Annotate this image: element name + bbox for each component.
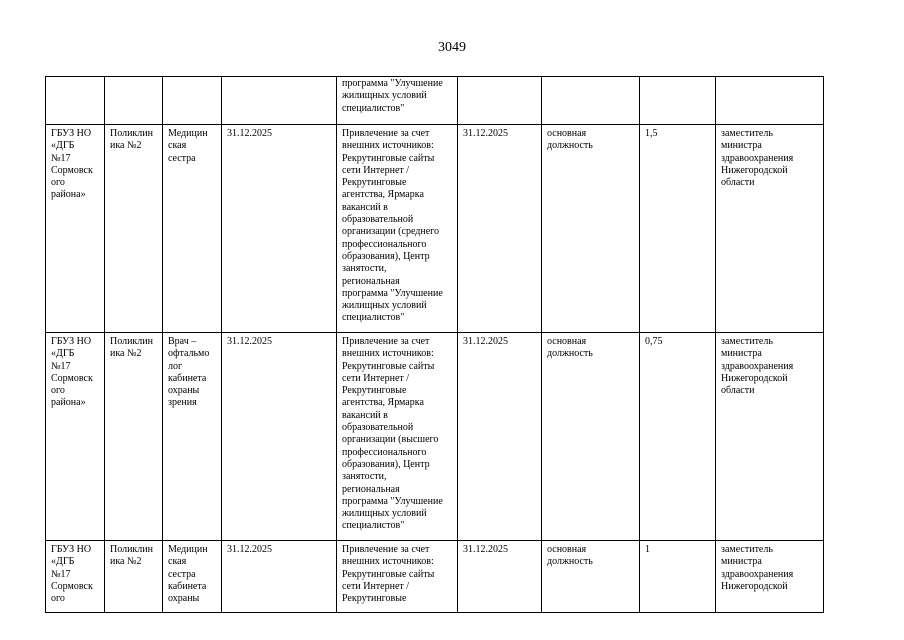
rate-cell — [640, 77, 716, 125]
org-cell: ГБУЗ НО «ДГБ №17 Сормовск ого района» — [46, 125, 105, 333]
position-type-cell: основная должность — [542, 333, 640, 541]
measures-cell: Привлечение за счет внешних источников: Рекрутинговые сайты сети Интернет / Рекрутинговые агентства, Ярмарка вакансий в образовательной организации (среднего профессионального образования), Центр занятости, региональная программа "Улучшение жилищных условий специалистов" — [337, 125, 458, 333]
table-row — [46, 333, 824, 541]
position-type-cell — [542, 77, 640, 125]
deadline-cell: 31.12.2025 — [222, 125, 337, 333]
rate-cell: 0,75 — [640, 333, 716, 541]
measures-cell: Привлечение за счет внешних источников: Рекрутинговые сайты сети Интернет / Рекрутинговые — [337, 541, 458, 613]
org-cell — [46, 77, 105, 125]
completion-date-cell: 31.12.2025 — [458, 541, 542, 613]
org-cell: ГБУЗ НО «ДГБ №17 Сормовск ого района» — [46, 333, 105, 541]
responsible-cell — [716, 77, 824, 125]
table-row — [46, 541, 824, 613]
rate-cell: 1 — [640, 541, 716, 613]
staffing-table — [45, 76, 824, 613]
position-cell: Медицин ская сестра — [163, 125, 222, 333]
deadline-cell — [222, 77, 337, 125]
deadline-cell: 31.12.2025 — [222, 333, 337, 541]
position-type-cell: основная должность — [542, 125, 640, 333]
rate-cell: 1,5 — [640, 125, 716, 333]
table-row — [46, 77, 824, 125]
page-number: 3049 — [438, 40, 466, 55]
table-row — [46, 125, 824, 333]
unit-cell: Поликлин ика №2 — [105, 125, 163, 333]
position-cell — [163, 77, 222, 125]
completion-date-cell: 31.12.2025 — [458, 125, 542, 333]
completion-date-cell: 31.12.2025 — [458, 333, 542, 541]
org-cell: ГБУЗ НО «ДГБ №17 Сормовск ого — [46, 541, 105, 613]
unit-cell: Поликлин ика №2 — [105, 333, 163, 541]
completion-date-cell — [458, 77, 542, 125]
position-cell: Медицин ская сестра кабинета охраны — [163, 541, 222, 613]
deadline-cell: 31.12.2025 — [222, 541, 337, 613]
position-cell: Врач – офтальмо лог кабинета охраны зрения — [163, 333, 222, 541]
responsible-cell: заместитель министра здравоохранения Нижегородской области — [716, 333, 824, 541]
responsible-cell: заместитель министра здравоохранения Нижегородской области — [716, 125, 824, 333]
unit-cell: Поликлин ика №2 — [105, 541, 163, 613]
unit-cell — [105, 77, 163, 125]
responsible-cell: заместитель министра здравоохранения Нижегородской — [716, 541, 824, 613]
measures-cell: Привлечение за счет внешних источников: Рекрутинговые сайты сети Интернет / Рекрутинговые агентства, Ярмарка вакансий в образовательной организации (высшего профессионального образования), Центр занятости, региональная программа "Улучшение жилищных условий специалистов" — [337, 333, 458, 541]
position-type-cell: основная должность — [542, 541, 640, 613]
measures-cell: программа "Улучшение жилищных условий специалистов" — [337, 77, 458, 125]
